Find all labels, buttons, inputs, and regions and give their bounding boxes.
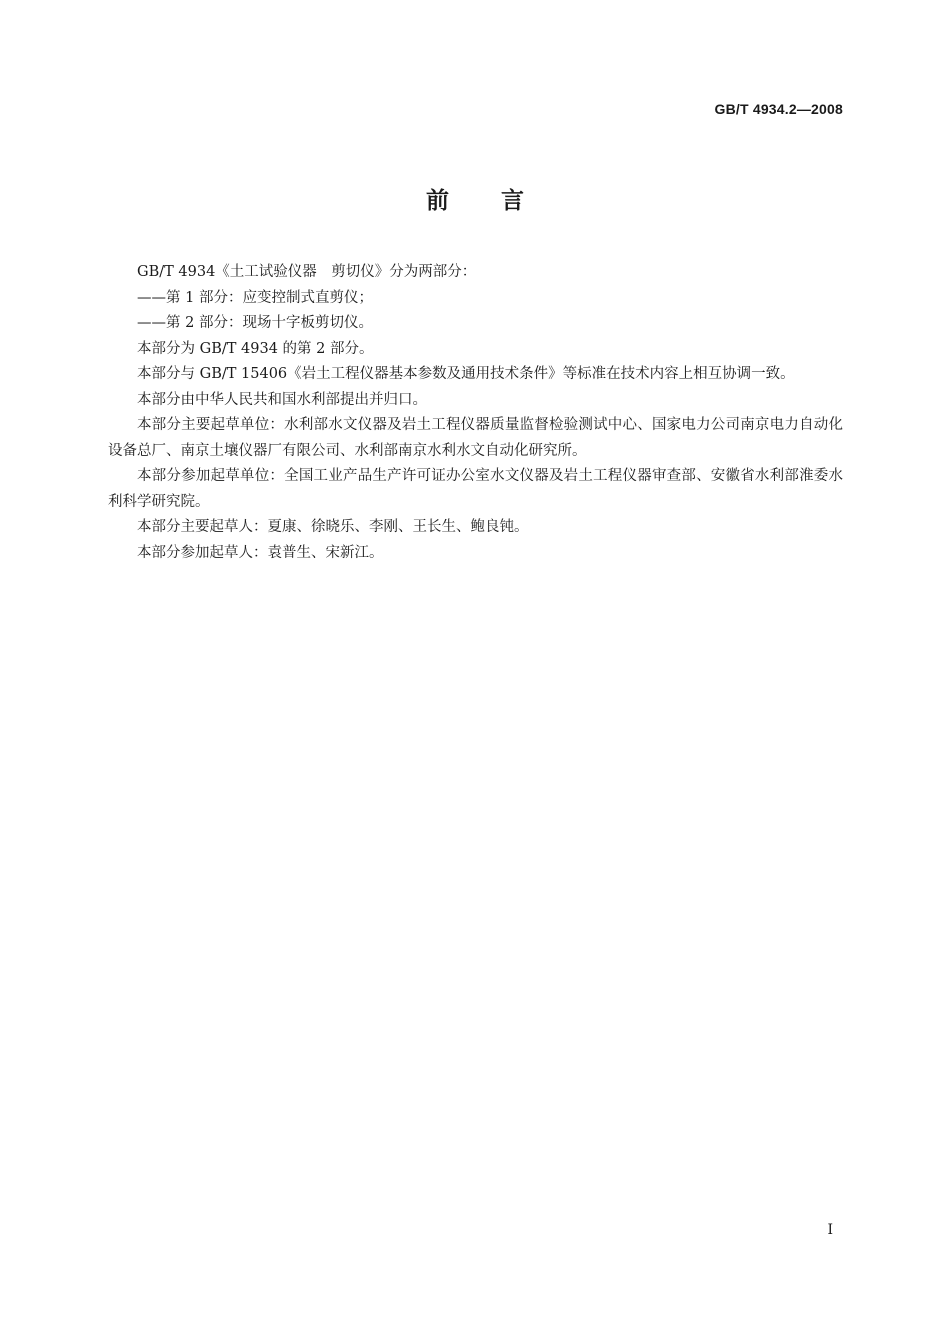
paragraph-this-part: 本部分为 GB/T 4934 的第 2 部分。 [137,340,374,357]
paragraph-main-drafting-units: 本部分主要起草单位：水利部水文仪器及岩土工程仪器质量监督检验测试中心、国家电力公司南京电力自动化设备总厂、南京土壤仪器厂有限公司、水利部南京水利水文自动化研究所。 [108,417,843,459]
page-number: I [827,1222,833,1238]
paragraph-coordination: 本部分与 GB/T 15406《岩土工程仪器基本参数及通用技术条件》等标准在技术内容上相互协调一致。 [137,366,795,382]
paragraph-part-2: ——第 2 部分：现场十字板剪切仪。 [137,315,373,331]
paragraph-participating-units: 本部分参加起草单位：全国工业产品生产许可证办公室水文仪器及岩土工程仪器审查部、安徽省水利部淮委水利科学研究院。 [108,468,843,510]
paragraph-participating-drafters: 本部分参加起草人：袁普生、宋新江。 [137,544,384,561]
page-title: 前言 [426,188,576,214]
paragraph-part-1: ——第 1 部分：应变控制式直剪仪； [137,289,373,306]
paragraph-proposer: 本部分由中华人民共和国水利部提出并归口。 [137,391,427,408]
standard-number: GB/T 4934.2—2008 [714,101,843,117]
foreword-body [108,260,843,566]
paragraph-main-drafters: 本部分主要起草人：夏康、徐晓乐、李刚、王长生、鲍良钝。 [137,519,529,535]
paragraph-parts-intro: GB/T 4934《土工试验仪器 剪切仪》分为两部分： [137,264,477,280]
